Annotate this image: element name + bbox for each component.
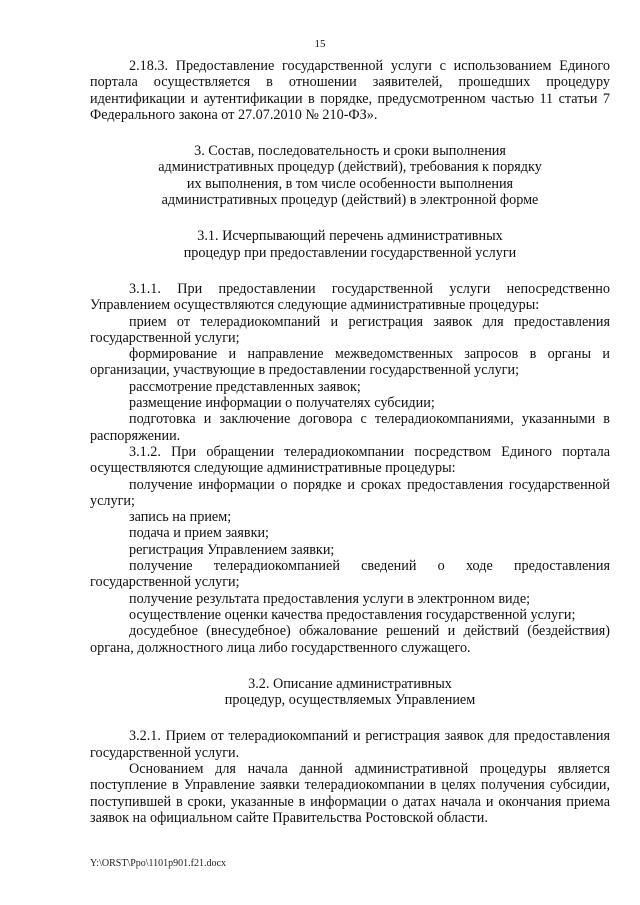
section-3-1-heading xyxy=(90,228,610,261)
spacer xyxy=(90,261,610,281)
list-item: подготовка и заключение договора с телерадиокомпаниями, указанными в распоряжении. xyxy=(90,411,610,444)
list-item: получение информации о порядке и сроках предоставления государственной услуги; xyxy=(90,476,610,509)
paragraph-3-2-1: 3.2.1. Прием от телерадиокомпаний и регистрация заявок для предоставления государственной услуги. xyxy=(90,728,610,761)
section-3-1-heading-line: 3.1. Исчерпывающий перечень административных xyxy=(197,228,503,245)
section-3-heading-line: 3. Состав, последовательность и сроки выполнения xyxy=(194,143,506,160)
list-item: запись на прием; xyxy=(129,509,232,526)
paragraph-3-1-1: 3.1.1. При предоставлении государственной услуги непосредственно Управлением осуществляются следующие административные процедуры: xyxy=(90,280,610,314)
list-item: регистрация Управлением заявки; xyxy=(129,541,335,558)
footer-file-path: Y:\ORST\Ppo\1101p901.f21.docx xyxy=(90,858,226,869)
section-3-heading-line: административных процедур (действий), требования к порядку xyxy=(158,159,542,176)
section-3-2-heading xyxy=(90,676,610,709)
list-item: размещение информации о получателях субсидии; xyxy=(129,395,435,412)
spacer xyxy=(90,708,610,728)
section-3-2-heading-line: процедур, осуществляемых Управлением xyxy=(224,692,476,709)
list-item: подача и прием заявки; xyxy=(129,525,269,542)
spacer xyxy=(90,123,610,143)
list-item: осуществление оценки качества предоставления государственной услуги; xyxy=(129,606,576,623)
section-3-heading-line: их выполнения, в том числе особенности выполнения xyxy=(186,175,514,192)
section-3-2-body xyxy=(90,728,610,826)
section-3-heading xyxy=(90,143,610,208)
spacer xyxy=(90,208,610,228)
list-item: досудебное (внесудебное) обжалование решений и действий (бездействия) органа, должностного лица либо государственного служащего. xyxy=(90,623,610,656)
section-3-heading-line: административных процедур (действий) в электронной форме xyxy=(161,192,539,209)
section-3-2-heading-line: 3.2. Описание административных xyxy=(248,675,452,692)
list-item: получение телерадиокомпанией сведений о ходе предоставления государственной услуги; xyxy=(90,558,610,591)
paragraph-3-1-2: 3.1.2. При обращении телерадиокомпании посредством Единого портала осуществляются следующие административные процедуры: xyxy=(90,443,610,477)
list-item: рассмотрение представленных заявок; xyxy=(129,378,361,395)
page-number: 15 xyxy=(314,38,326,50)
list-item: получение результата предоставления услуги в электронном виде; xyxy=(129,590,531,607)
list-item: прием от телерадиокомпаний и регистрация заявок для предоставления государственной услуги; xyxy=(90,313,610,346)
paragraph-basis: Основанием для начала данной административной процедуры является поступление в Управление заявки телерадиокомпании в целях получения субсидии, поступившей в сроки, указанные в информации о датах начала и окончания приема заявок на официальном сайте Правительства Ростовской области. xyxy=(90,760,610,826)
section-3-1-heading-line: процедур при предоставлении государственной услуги xyxy=(183,244,517,261)
paragraph-2-18-3: 2.18.3. Предоставление государственной услуги с использованием Единого портала осуществляется в отношении заявителей, прошедших процедуру идентификации и аутентификации в порядке, предусмотренном частью 11 статьи 7 Федерального закона от 27.07.2010 № 210-ФЗ». xyxy=(90,58,610,123)
section-3-1-body xyxy=(90,281,610,656)
spacer xyxy=(90,656,610,676)
list-item: формирование и направление межведомственных запросов в органы и организации, участвующие в предоставлении государственной услуги; xyxy=(90,346,610,379)
document-body xyxy=(90,58,610,826)
